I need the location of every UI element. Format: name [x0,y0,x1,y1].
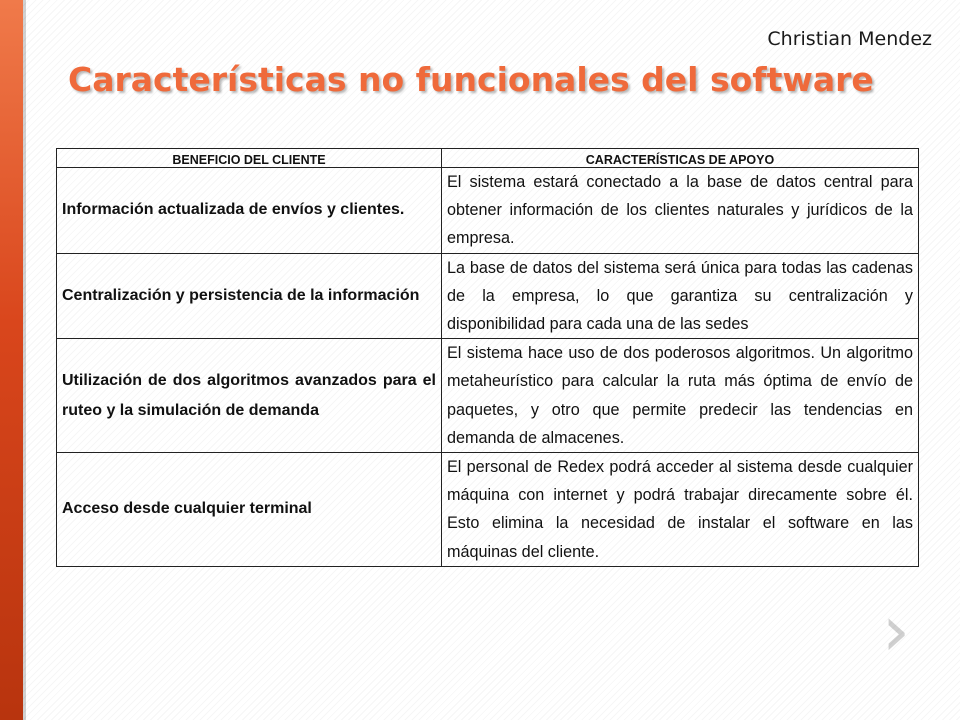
benefit-cell: Utilización de dos algoritmos avanzados para el ruteo y la simulación de demanda [57,339,442,453]
support-cell: El personal de Redex podrá acceder al sistema desde cualquier máquina con internet y podrá trabajar direcamente sobre él. Esto elimina la necesidad de instalar el software en las máquinas del cliente. [442,453,919,567]
table-header-row [57,149,919,168]
features-table [56,148,919,567]
table-row [57,253,919,339]
author-name: Christian Mendez [767,28,932,50]
next-slide-chevron-icon[interactable]: › [882,590,910,672]
table-row [57,453,919,567]
support-cell: El sistema estará conectado a la base de datos central para obtener información de los clientes naturales y jurídicos de la empresa. [442,168,919,254]
header-support: CARACTERÍSTICAS DE APOYO [442,149,919,168]
left-accent-bar [0,0,23,720]
slide-title: Características no funcionales del software [68,60,874,99]
header-benefit: BENEFICIO DEL CLIENTE [57,149,442,168]
table-row [57,339,919,453]
support-cell: El sistema hace uso de dos poderosos algoritmos. Un algoritmo metaheurístico para calcular la ruta más óptima de envío de paquetes, y otro que permite predecir las tendencias en demanda de almacenes. [442,339,919,453]
benefit-cell: Información actualizada de envíos y clientes. [57,168,442,254]
support-cell: La base de datos del sistema será única para todas las cadenas de la empresa, lo que garantiza su centralización y disponibilidad para cada una de las sedes [442,253,919,339]
table-row [57,168,919,254]
benefit-cell: Acceso desde cualquier terminal [57,453,442,567]
benefit-cell: Centralización y persistencia de la información [57,253,442,339]
